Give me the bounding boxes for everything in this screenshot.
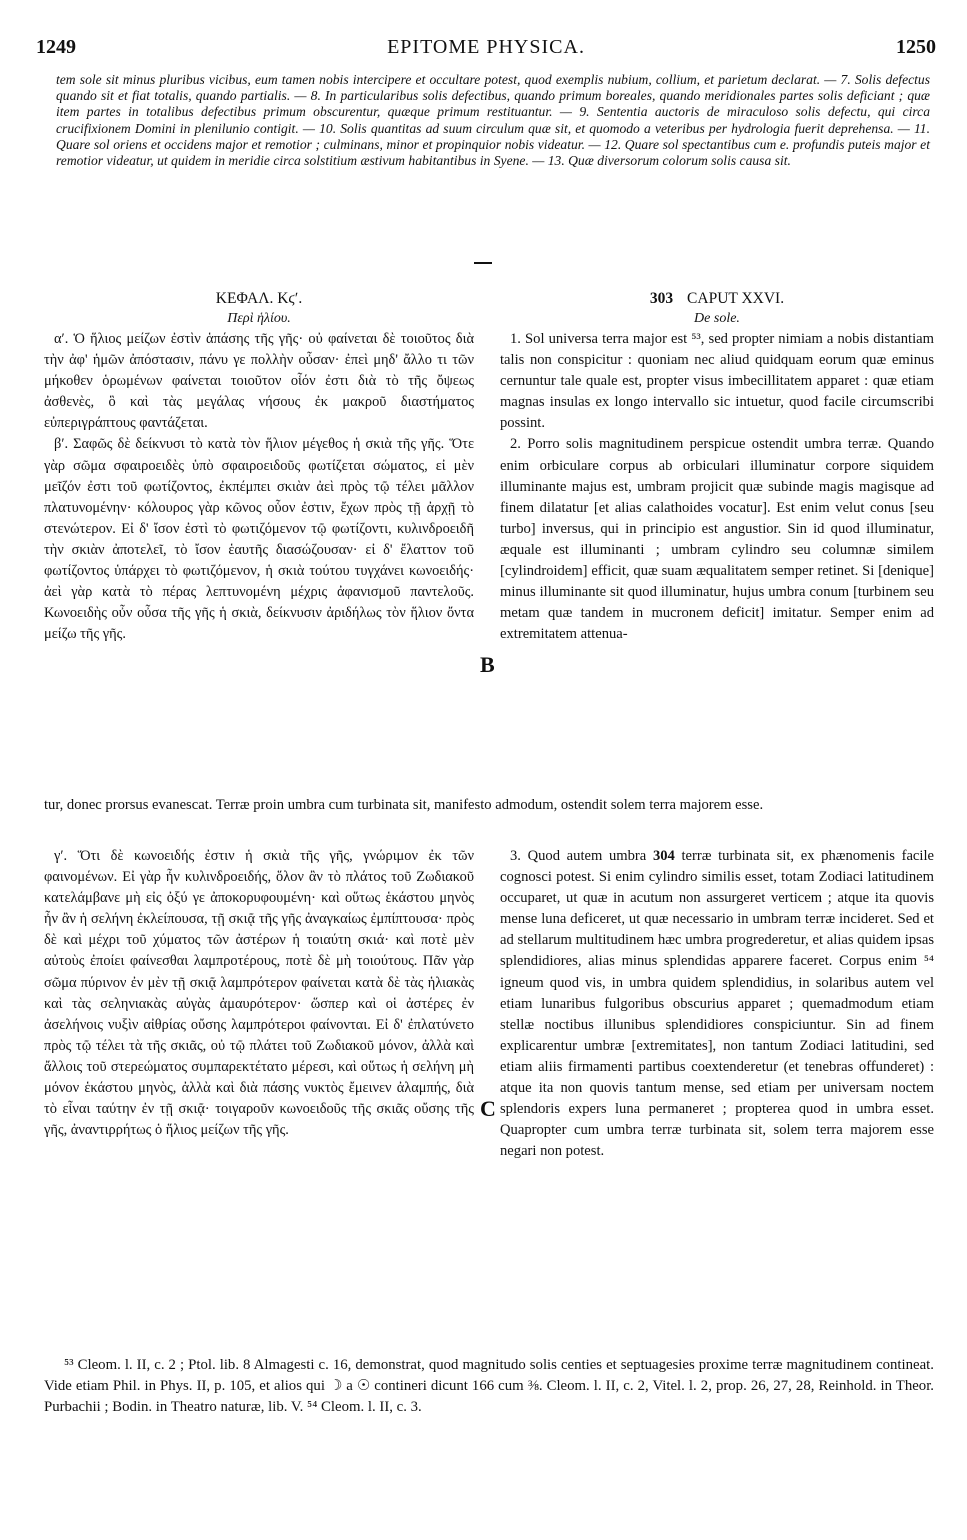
- greek-column-bottom: [44, 846, 474, 1141]
- latin-paragraph-3-body: terræ turbinata sit, ex phænomenis facile cognosci potest. Si enim cylindro similis esset, totam Zodiaci latitudinem occuparet, ut quæ in acutum non assurgeret verticem ; atque ita quovis mense luna deficeret, ut quæ necessario in umbram terræ incideret. Sed et ad stellarum multitudinem hæc umbra progrederetur, et alias quidem ipsas splendidiores, alias minus splendidas apparere faceret. Corpus enim ⁵⁴ igneum quod vis, in umbra quidem splendidius, in solaribus autem vel etiam lunaribus fulgoribus obscurius apparet ; quemadmodum etiam stellæ noctibus illunibus splendidiores conspiciuntur. Sin ad finem explicarentur umbræ [extremitates], non tantum Zodiaci latitudini, sed etiam aliis firmamenti partibus coextenderetur (et tenebras offunderet) : atque ita non quovis tantum mense, sed etiam per universam noctem splendoris expers luna permaneret ; propterea quod in umbra esset. Quapropter cum umbra terræ turbinata sit, solem terra majorem esse negari non potest.: [500, 848, 934, 1160]
- latin-paragraph-1: 1. Sol universa terra major est ⁵³, sed propter nimiam a nobis distantiam talis non conspicitur : quoniam nec aliud quidquam eorum quæ eminus cernuntur tale quale est, propter visus imbecillitatem apparet : quæ etiam magnas insulas ex longo intervallo sic intuetur, quod facile circumscribi possint.: [500, 331, 934, 432]
- latin-page-ref: 303: [649, 290, 674, 307]
- section-divider: [474, 262, 492, 264]
- greek-paragraph-3: γʹ. Ὅτι δὲ κωνοειδής ἐστιν ἡ σκιὰ τῆς γῆς, γνώριμον ἐκ τῶν φαινομένων. Εἰ γὰρ ἦν κυλινδροειδής, ὅλον ἂν τὸ πλάτος τοῦ Ζωδιακοῦ κατελάμβανε μὴ εἰς ὀξύ γε ἀποκορυφουμένη· καὶ οὕτως ἑκάστου μηνὸς ἦν ἂν ἡ σελήνη ἐκλείπουσα, τῇ σκιᾷ τῆς γῆς ἀναγκαίως ἐμπίπτουσα· πρὸς δὲ καὶ μέχρι τοῦ χύματος τῶν ἀστέρων ἡ τοιαύτη σκιά· καὶ ποτὲ μὲν αὐτοὺς ἐποίει φαίνεσθαι λαμπροτέρους, ποτὲ δὲ μὴ τοιούτους. Πᾶν γὰρ σῶμα πύρινον ἐν μὲν τῇ σκιᾷ λαμπρότερον φαίνεται κατὰ δὲ τὰς ἡλιακὰς καὶ τὰς σεληνιακὰς αὐγὰς ἀμαυρότερον· ὥσπερ καὶ οἱ ἀστέρες ἐν ἀσελήνοις νυξὶν αἰθρίας οὔσης λαμπρότεροι φαίνονται. Εἰ δ' ἐπλατύνετο πρὸς τῷ τέλει τὰ τῆς σκιᾶς, οὐ τῷ πλάτει τοῦ Ζωδιακοῦ μόνον, ἀλλὰ καὶ ἄλλοις τοῦ στερεώματος συμπαρεκτέτατο μέρεσι, καὶ οὕτως ἡ σελήνη μὴ μόνον ἑκάστου μηνὸς, ἀλλὰ καὶ διὰ πάσης νυκτὸς ἔμεινεν ἀλαμπής, διὰ τὸ εἶναι ταύτην ἐν τῇ σκιᾷ· τοιγαροῦν κωνοειδοῦς τῆς σκιᾶς οὔσης τῆς γῆς, ἀναντιρρήτως ὁ ἥλιος μείζων τῆς γῆς.: [44, 848, 474, 1139]
- chapter-summary: tem sole sit minus pluribus vicibus, eum tamen nobis intercipere et occultare potest, quod exemplis nubium, collium, et parietum declarat. — 7. Solis defectus quando sit et fiat totalis, quando partialis. — 8. In particularibus solis defectibus, quando primum boreales, quando meridionales partes solis deficiant ; quæ item partes in totalibus defectibus primum obscurentur, quæque primum restituantur. — 9. Sententia auctoris de miraculoso solis defectu, qui circa crucifixionem Domini in plenilunio contigit. — 10. Solis quantitas ad suum circulum quæ sit, et quomodo a veteribus per hydrologia fuerit deprehensa. — 11. Quare sol oriens et occidens major et remotior ; culminans, minor et propinquior nobis videatur. — 12. Quare sol spectantibus cum e. profundis puteis major et remotior videatur, ut quidem in meridie circa solstitium æstivum habitantibus in Syene. — 13. Quæ diversorum colorum solis causa sit.: [56, 72, 930, 169]
- greek-paragraph-2: βʹ. Σαφῶς δὲ δείκνυσι τὸ κατὰ τὸν ἥλιον μέγεθος ἡ σκιὰ τῆς γῆς. Ὅτε γὰρ σῶμα σφαιροειδὲς ὑπὸ σφαιροειδοῦς φωτίζεται σώματος, εἰ μὲν μεῖζόν ἐστι τοῦ φωτίζοντος, ἐκπέμπει σκιὰν ἀεὶ πρὸς τῷ τέλει μᾶλλον πλατυνομένην· κόλουρος γὰρ κῶνος οὗον ἐστιν, ἔχων πρὸς τῇ ἀρχῇ τὸ στενώτερον. Εἰ δ' ἴσον ἐστὶ τὸ φωτιζόμενον τῷ φωτίζοντι, κυλινδροειδῆ τὴν σκιὰν ἀποτελεῖ, τὸ ἴσον ἑαυτῆς διασώζουσαν· εἰ δ' ἔλαττον τοῦ φωτίζοντος ὑπάρχει τὸ φωτιζόμενον, ἡ σκιὰ τούτου τυγχάνει κωνοειδής· ἀεὶ γὰρ κατὰ τὸ πέρας λεπτυνομένη μέχρις ἀφανισμοῦ παντελοῦς. Κωνοειδὴς οὖν οὖσα τῆς γῆς ἡ σκιὰ, δείκνυσιν ἀριδήλως τὸν ἥλιον ὄντα μείζω τῆς γῆς.: [44, 436, 474, 643]
- latin-page-ref-304: 304: [652, 848, 675, 864]
- latin-column-top: [500, 288, 934, 645]
- greek-paragraph-1: αʹ. Ὁ ἥλιος μείζων ἐστὶν ἁπάσης τῆς γῆς· οὐ φαίνεται δὲ τοιοῦτος διὰ τὴν ἀφ' ἡμῶν ἀπόστασιν, πάνυ γε πολλὴν οὖσαν· ἐπεὶ μηδ' ἄλλο τι τῶν μήκοθεν ὁρωμένων φαίνεται τοιοῦτον οἷόν ἐστι διὰ τὸ τῆς ὄψεως ἀσθενὲς, ὃ καὶ τὰς μεγάλας νήσους ἐκ μακροῦ διαστήματος εὐπεριγράπτους φαντάζεται.: [44, 331, 474, 432]
- running-header: [36, 36, 936, 66]
- margin-letter-b: B: [480, 652, 495, 677]
- greek-chapter-subtitle: Περὶ ἡλίου.: [227, 311, 291, 326]
- page-number-left: 1249: [36, 36, 76, 58]
- latin-chapter-title: CAPUT XXVI.: [687, 290, 785, 307]
- greek-chapter-title: ΚΕΦΑΛ. Κϛʹ.: [215, 290, 303, 307]
- footnote-text: ⁵³ Cleom. l. II, c. 2 ; Ptol. lib. 8 Almagesti c. 16, demonstrat, quod magnitudo solis centies et septuagesies proxime terræ magnitudinem contineat. Vide etiam Phil. in Phys. II, p. 105, et alios qui ☽ a ☉ contineri dicunt 166 cum ⅜. Cleom. l. II, c. 2, Vitel. l. 2, prop. 26, 27, 28, Reinhold. in Theor. Purbachii ; Bodin. in Theatro naturæ, lib. V. ⁵⁴ Cleom. l. II, c. 3.: [44, 1357, 934, 1415]
- latin-column-bottom: [500, 846, 934, 1162]
- footnotes: [44, 1355, 934, 1418]
- running-title: EPITOME PHYSICA.: [387, 36, 585, 58]
- latin-paragraph-2: 2. Porro solis magnitudinem perspicue ostendit umbra terræ. Quando enim orbiculare corpus ab orbiculari illuminatur corpore siquidem illuminante majus est, umbram projicit quæ subinde magis magisque ad finem dilatatur [et alias calathoides vocatur]. Est enim velut conus [seu turbo] inversus, qui in principio est angustior. Sin id quod illuminatur, æquale est illuminanti ; umbram cylindro seu columnæ similem [cylindroidem] efficit, quæ suam æqualitatem semper retinet. Si [denique] minus illuminante sit quod illuminatur, hujus umbra conum [turbinem seu metam quæ tandem in mucronem deficit] imitatur. Semper enim ad extremitatem attenua-: [500, 436, 934, 643]
- latin-chapter-subtitle: De sole.: [694, 311, 740, 326]
- full-width-paragraph: tur, donec prorsus evanescat. Terræ proin umbra cum turbinata sit, manifesto admodum, ostendit solem terra majorem esse.: [44, 797, 764, 813]
- margin-letter-c: C: [480, 1096, 496, 1121]
- latin-chapter-heading: [500, 288, 934, 309]
- greek-column-top: [44, 288, 474, 645]
- page-number-right: 1250: [896, 36, 936, 58]
- latin-paragraph-3: [500, 846, 934, 1162]
- latin-paragraph-3-lead: 3. Quod autem umbra: [510, 848, 647, 864]
